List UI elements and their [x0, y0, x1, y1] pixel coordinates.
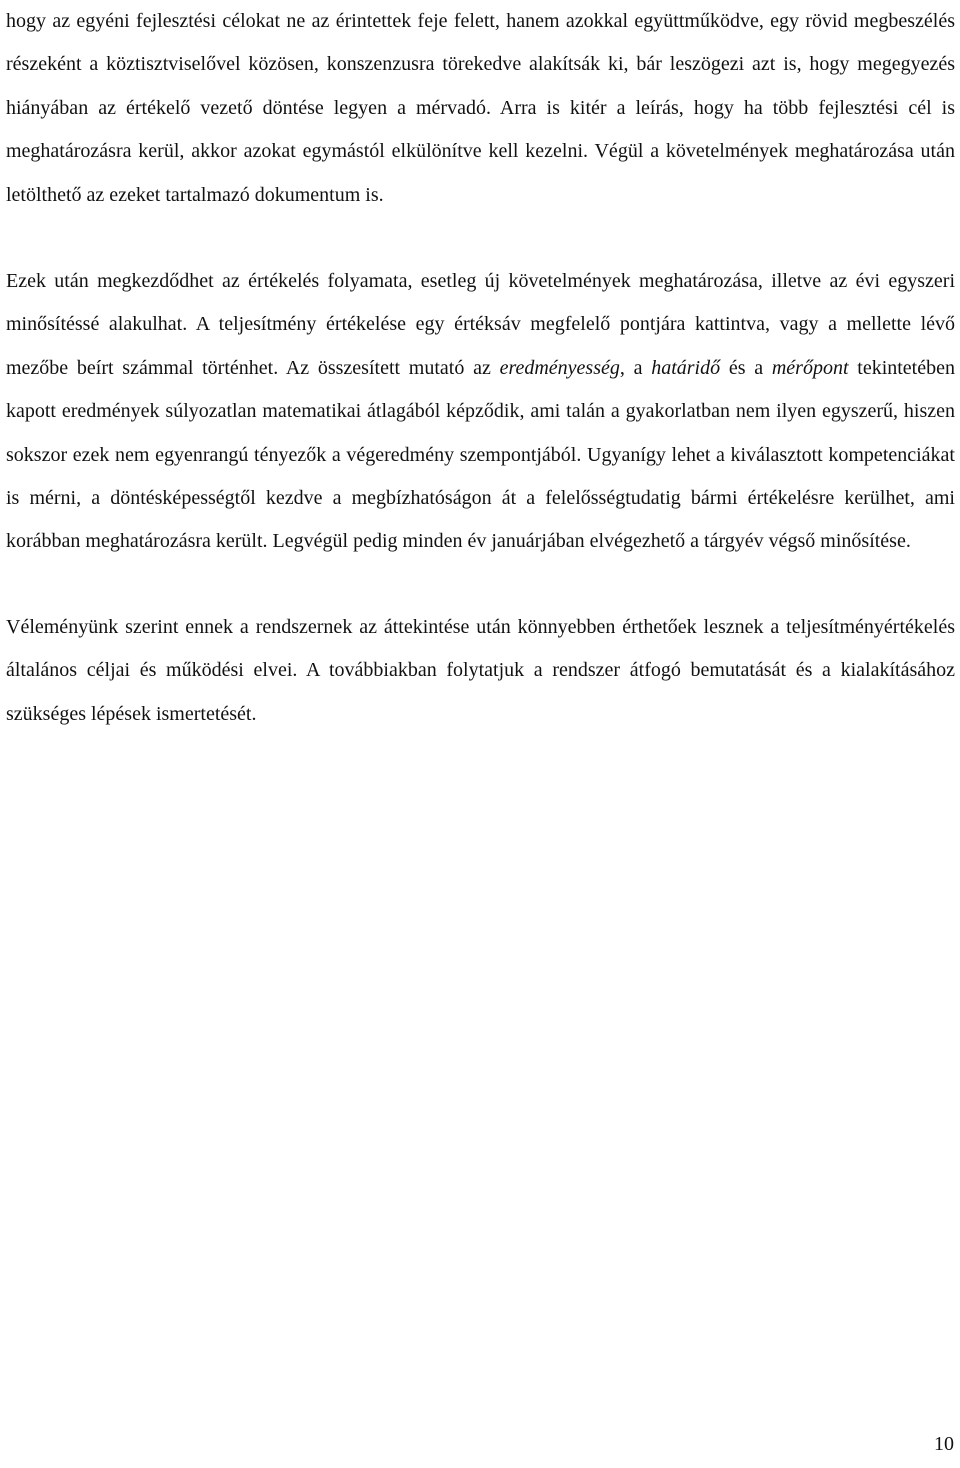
paragraph-1-text: hogy az egyéni fejlesztési célokat ne az érintettek feje felett, hanem azokkal együttműködve, egy rövid megbeszélés részeként a köztisztviselővel közösen, konszenzusra törekedve alakítsák ki, bár leszögezi azt is, hogy megegyezés hiányában az értékelő vezető döntése legyen a mérvadó. Arra is kitér a leírás, hogy ha több fejlesztési cél is meghatározásra kerül, akkor azokat egymástól elkülönítve kell kezelni. Végül a követelmények meghatározása után letölthető az ezeket tartalmazó dokumentum is. — [6, 10, 955, 206]
term-eredmenyesseg: eredményesség — [499, 356, 620, 379]
paragraph-2-text-a: Ezek után megkezdődhet az értékelés folyamata, esetleg új követelmények meghatározása, illetve az évi egyszeri minősítéssé alakulhat. A teljesítmény értékelése egy értéksáv megfelelő pontjára kattintva, vagy a mellette lévő mezőbe beírt számmal történhet. Az összesített mutató az — [6, 270, 955, 379]
page-number: 10 — [934, 1433, 954, 1455]
paragraph-2-text-b: , a — [619, 356, 652, 379]
document-page — [6, 0, 955, 736]
paragraph-1 — [6, 0, 955, 217]
paragraph-2 — [6, 260, 955, 564]
term-meropont: mérőpont — [771, 356, 849, 379]
paragraph-2-text-c: és a — [720, 356, 772, 379]
paragraph-3-text: Véleményünk szerint ennek a rendszernek az áttekintése után könnyebben érthetőek lesznek a teljesítményértékelés általános céljai és működési elvei. A továbbiakban folytatjuk a rendszer átfogó bemutatását és a kialakításához szükséges lépések ismertetését. — [6, 615, 955, 725]
term-hatarido: határidő — [651, 356, 721, 379]
paragraph-2-text-d: tekintetében kapott eredmények súlyozatlan matematikai átlagából képződik, ami talán a gyakorlatban nem ilyen egyszerű, hiszen sokszor ezek nem egyenrangú tényezők a végeredmény szempontjából. Ugyanígy lehet a kiválasztott kompetenciákat is mérni, a döntésképességtől kezdve a megbízhatóságon át a felelősségtudatig bármi értékelésre kerülhet, ami korábban meghatározásra került. Legvégül pedig minden év januárjában elvégezhető a tárgyév végső minősítése. — [6, 356, 955, 553]
paragraph-3 — [6, 606, 955, 736]
